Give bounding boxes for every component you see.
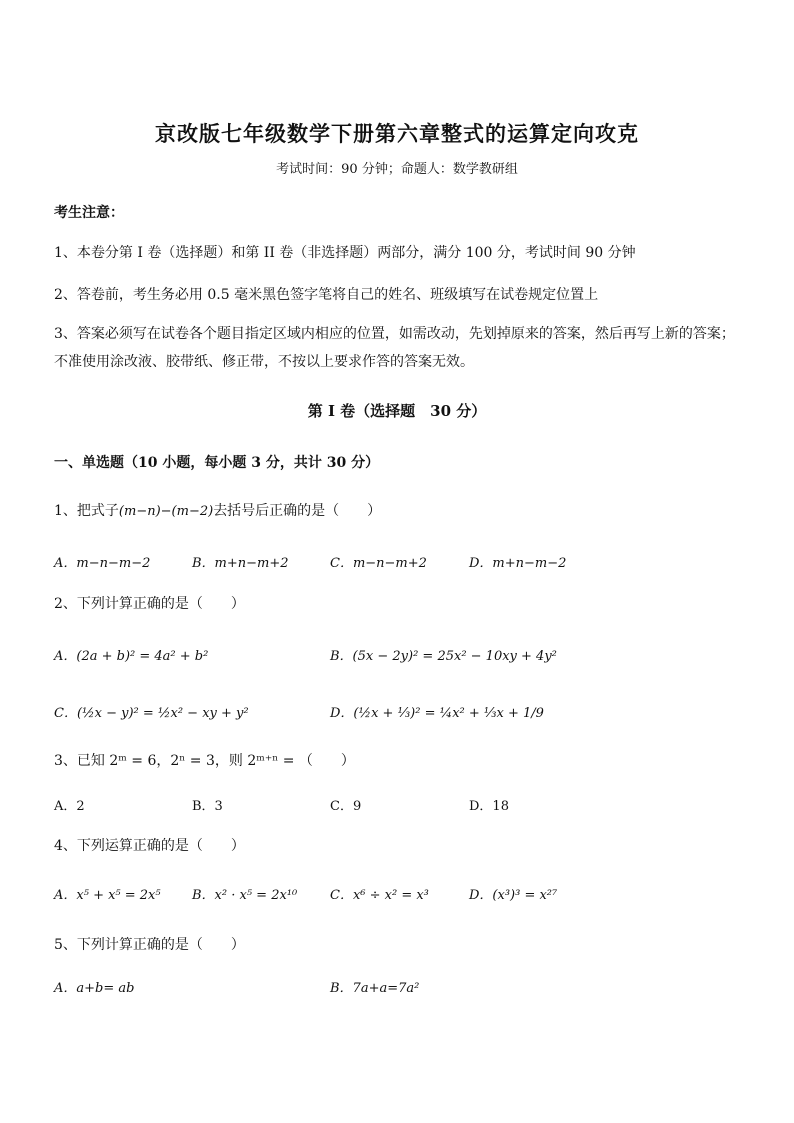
question-3: 3、已知 2ᵐ = 6，2ⁿ = 3，则 2ᵐ⁺ⁿ = （ ）: [54, 753, 355, 769]
notice-item-1: 1、本卷分第 I 卷（选择题）和第 II 卷（非选择题）两部分，满分 100 分，考试时间 90 分钟: [54, 245, 636, 261]
question-5: 5、下列计算正确的是（ ）: [54, 937, 245, 953]
q2-option-d[interactable]: D．(½x + ⅓)² = ¼x² + ⅓x + 1/9: [330, 706, 544, 721]
q1-option-b[interactable]: B．m+n−m+2: [192, 556, 289, 571]
q1-option-c[interactable]: C．m−n−m+2: [330, 556, 427, 571]
notice-item-2: 2、答卷前，考生务必用 0.5 毫米黑色签字笔将自己的姓名、班级填写在试卷规定位置上: [54, 287, 599, 303]
q3-option-a[interactable]: A．2: [54, 799, 85, 814]
q3-option-c[interactable]: C．9: [330, 799, 362, 814]
section-title: 第 I 卷（选择题 30 分）: [307, 402, 487, 420]
page-title: 京改版七年级数学下册第六章整式的运算定向攻克: [155, 121, 639, 146]
question-stem-prefix: 1、把式子: [54, 503, 119, 519]
q2-option-a[interactable]: A．(2a + b)² = 4a² + b²: [54, 649, 209, 664]
q2-option-b[interactable]: B．(5x − 2y)² = 25x² − 10xy + 4y²: [330, 649, 557, 664]
q4-option-b[interactable]: B．x² · x⁵ = 2x¹⁰: [192, 888, 298, 903]
q1-option-a[interactable]: A．m−n−m−2: [54, 556, 151, 571]
exam-info: 考试时间：90 分钟；命题人：数学教研组: [276, 162, 518, 177]
q3-option-d[interactable]: D．18: [469, 799, 509, 814]
question-2: 2、下列计算正确的是（ ）: [54, 596, 245, 612]
question-stem-suffix: 去括号后正确的是（ ）: [213, 503, 382, 519]
q1-option-d[interactable]: D．m+n−m−2: [469, 556, 567, 571]
q5-option-b[interactable]: B．7a+a=7a²: [330, 981, 420, 996]
notice-item-3: 3、答案必须写在试卷各个题目指定区域内相应的位置，如需改动，先划掉原来的答案，然后再写上新的答案；不准使用涂改液、胶带纸、修正带，不按以上要求作答的答案无效。: [54, 326, 735, 370]
q4-option-a[interactable]: A．x⁵ + x⁵ = 2x⁵: [54, 888, 161, 903]
q4-option-c[interactable]: C．x⁶ ÷ x² = x³: [330, 888, 429, 903]
question-math: (m−n)−(m−2): [118, 504, 214, 519]
part-heading: 一、单选题（10 小题，每小题 3 分，共计 30 分）: [54, 455, 380, 471]
q3-option-b[interactable]: B．3: [192, 799, 223, 814]
question-1: [54, 500, 381, 520]
notice-heading: 考生注意：: [54, 205, 124, 221]
q5-option-a[interactable]: A．a+b= ab: [54, 981, 135, 996]
question-4: 4、下列运算正确的是（ ）: [54, 838, 245, 854]
q2-option-c[interactable]: C．(½x − y)² = ½x² − xy + y²: [54, 706, 249, 721]
q4-option-d[interactable]: D．(x³)³ = x²⁷: [469, 888, 558, 903]
